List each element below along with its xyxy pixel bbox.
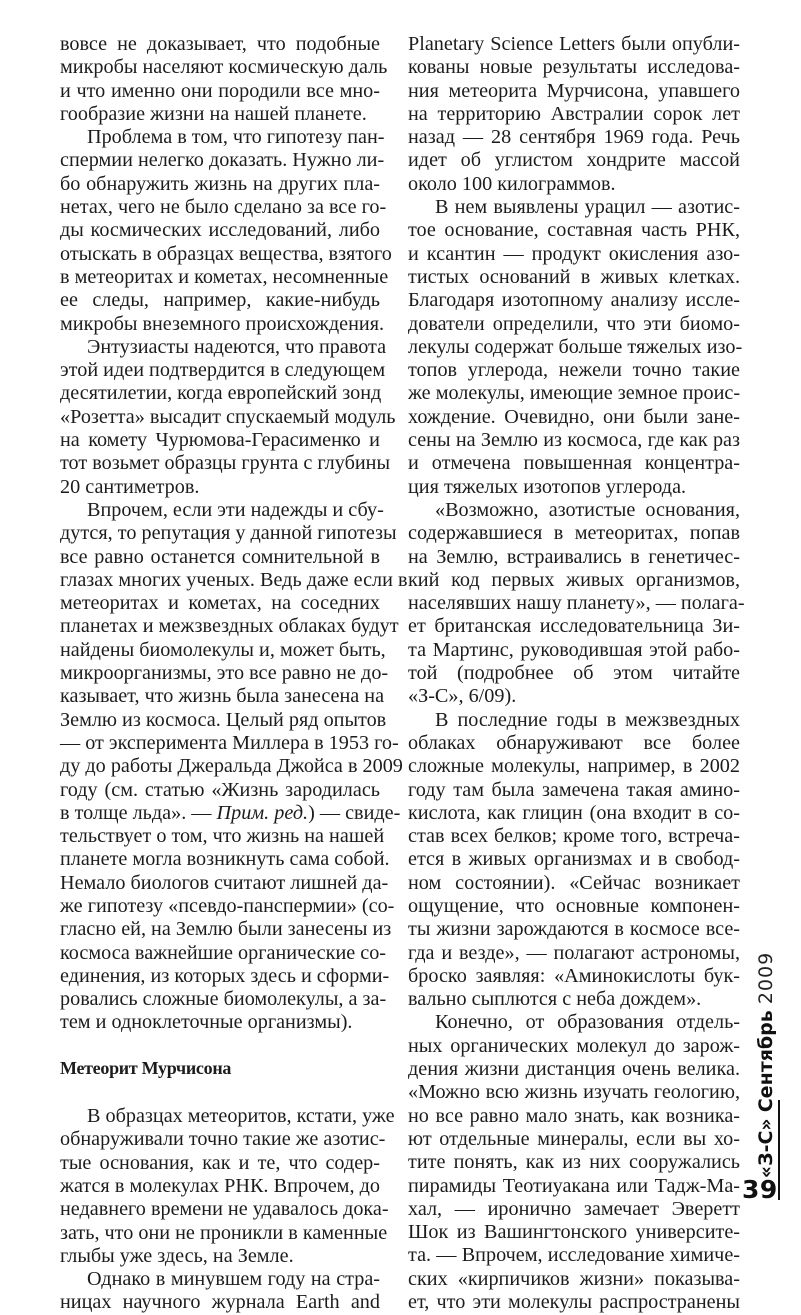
magazine-name: «З-С» <box>755 1118 777 1179</box>
text-line: единения, из которых здесь и сформи- <box>60 964 390 987</box>
text-line: хождение. Очевидно, они были зане- <box>408 405 740 428</box>
paragraph <box>60 498 408 802</box>
text-line: Planetary Science Letters были опубли- <box>408 33 740 55</box>
text-line: на Землю, встраивались в генетичес- <box>408 545 740 568</box>
text-line: В образцах метеоритов, кстати, уже <box>87 1105 395 1128</box>
text-line: микроорганизмы, это все равно не до- <box>60 662 389 685</box>
text-line: сены на Землю из космоса, где как раз <box>408 429 740 452</box>
text-line: метеоритах и кометах, на соседних <box>60 592 380 615</box>
paragraph <box>408 498 745 709</box>
text-line: и ксантин — продукт окисления азо- <box>408 242 740 265</box>
text-line: Однако в минувшем году на стра- <box>87 1268 380 1291</box>
text-line: гообразие жизни на нашей планете. <box>60 102 367 125</box>
text-line: ция тяжелых изотопов углерода. <box>408 475 687 498</box>
text-line: микробы внеземного происхождения. <box>60 312 385 335</box>
text-line: Конечно, от образования отдель- <box>435 1011 740 1034</box>
text-line: обнаруживали точно такие же азотис- <box>60 1128 386 1151</box>
text-line: идет об углистом хондрите массой <box>408 149 740 172</box>
text-line: кий код первых живых организмов, <box>408 568 740 591</box>
issue-month: Сентябрь <box>755 1010 777 1113</box>
text-line: и что именно они породили все мно- <box>60 79 380 102</box>
text-line: в толще льда». — Прим. ред.) — свиде- <box>60 801 401 824</box>
paragraph <box>60 126 392 336</box>
text-line: дутся, то репутация у данной гипотезы <box>60 522 397 545</box>
vertical-rule <box>778 1100 780 1200</box>
text-line: тельствует о том, что жизнь на нашей <box>60 825 385 848</box>
paragraph <box>60 1268 380 1315</box>
text-line: вально сыплются с неба дождем». <box>408 988 702 1011</box>
text-line: планетах и межзвездных облаках будут <box>60 615 399 638</box>
text-line: ровались сложные биомолекулы, а за- <box>60 988 387 1011</box>
paragraph <box>408 33 740 196</box>
text-line: «Возможно, азотистые основания, <box>435 498 740 521</box>
text-line: десятилетии, когда европейский зонд <box>60 382 382 405</box>
text-line: «Можно всю жизнь изучать геологию, <box>408 1081 740 1104</box>
text-line: году там была замечена такая амино- <box>408 778 740 801</box>
text-line: недавнего времени не удавалось дока- <box>60 1198 389 1221</box>
text-line: — от эксперимента Миллера в 1953 го- <box>60 731 399 754</box>
text-line: назад — 28 сентября 1969 года. Речь <box>408 126 740 149</box>
text-line: на комету Чурюмова-Герасименко и <box>60 429 380 452</box>
text-line: «Розетта» высадит спускаемый модуль <box>60 405 396 428</box>
text-line: Впрочем, если эти надежды и сбу- <box>87 498 384 521</box>
text-line: ет британская исследовательница Зи- <box>408 615 740 638</box>
text-line: топов углерода, нежели точно такие <box>408 359 740 382</box>
text-line: Благодаря изотопному анализу иссле- <box>408 289 740 312</box>
section-heading: Метеорит Мурчисона <box>60 1057 232 1078</box>
text-line: ских «кирпичиков жизни» показыва- <box>408 1267 740 1290</box>
text-line: ется в живых организмах и в свобод- <box>408 848 740 871</box>
text-line: ния метеорита Мурчисона, упавшего <box>408 79 740 102</box>
text-line: глыбы уже здесь, на Земле. <box>60 1244 294 1267</box>
text-line: ее следы, например, какие-нибудь <box>60 289 380 312</box>
text-line: тите понять, как из них сооружались <box>408 1151 740 1174</box>
paragraph <box>408 1011 740 1314</box>
text-line: тем и одноклеточные организмы). <box>60 1011 353 1034</box>
text-line: около 100 килограммов. <box>408 172 616 195</box>
right-column <box>408 33 745 1314</box>
text-line: хал, — иронично замечает Эверетт <box>408 1197 740 1220</box>
text-line: но все равно мало знать, как возника- <box>408 1104 740 1127</box>
text-line: все равно останется сомнительной в <box>60 545 380 568</box>
text-line: и отмечена повышенная концентра- <box>408 452 740 475</box>
text-line: ном состоянии). «Сейчас возникает <box>408 871 740 894</box>
text-line: броско заявляя: «Аминокислоты бук- <box>408 964 740 987</box>
text-line: став всех белков; кроме того, встреча- <box>408 825 740 848</box>
text-line: планете могла возникнуть сама собой. <box>60 848 390 871</box>
text-line: бо обнаружить жизнь на других пла- <box>60 172 380 195</box>
issue-year: 2009 <box>755 951 777 1005</box>
text-line: ет, что эти молекулы распространены <box>408 1291 740 1314</box>
text-line: микробы населяют космическую даль <box>60 56 388 79</box>
text-line: ощущение, что основные компонен- <box>408 894 740 917</box>
text-line: тистых оснований в живых клетках. <box>408 265 740 288</box>
text-line: ты жизни зарождаются в космосе все- <box>408 918 740 941</box>
text-line: пирамиды Теотиуакана или Тадж-Ма- <box>408 1174 740 1197</box>
text-line: содержавшиеся в метеоритах, попав <box>408 522 740 545</box>
paragraph <box>60 1105 395 1268</box>
text-line: году (см. статью «Жизнь зародилась <box>60 778 380 801</box>
left-column <box>60 33 408 1315</box>
page-number: 39 <box>742 1175 778 1204</box>
text-line: вовсе не доказывает, что подобные <box>60 33 380 55</box>
text-line: ды космических исследований, либо <box>60 219 380 242</box>
text-line: найдены биомолекулы и, может быть, <box>60 638 386 661</box>
text-line: глазах многих ученых. Ведь даже если в <box>60 568 408 591</box>
text-line: 20 сантиметров. <box>60 475 200 498</box>
text-line: сложные молекулы, например, в 2002 <box>408 755 740 778</box>
text-line: же молекулы, имеющие земное проис- <box>408 382 741 405</box>
text-line: та Мартинс, руководившая этой рабо- <box>408 638 740 661</box>
text-line: Немало биологов считают лишней да- <box>60 871 389 894</box>
text-line: В последние годы в межзвездных <box>435 708 740 731</box>
text-line: ду до работы Джеральда Джойса в 2009 <box>60 755 403 778</box>
issue-label <box>755 952 777 1178</box>
text-line: Проблема в том, что гипотезу пан- <box>87 126 385 149</box>
text-line: В нем выявлены урацил — азотис- <box>435 196 740 219</box>
text-line: гласно ей, на Землю были занесены из <box>60 918 392 941</box>
text-line: гда и везде», — полагают астрономы, <box>408 941 740 964</box>
text-line: населявших нашу планету», — полага- <box>408 592 745 615</box>
text-line: ют отдельные минералы, если вы хо- <box>408 1127 740 1150</box>
paragraph <box>60 825 395 1035</box>
text-line: ницах научного журнала Earth and <box>60 1291 380 1314</box>
text-line: дователи определили, что эти биомо- <box>408 312 740 335</box>
text-line: кованы новые результаты исследова- <box>408 56 740 79</box>
text-line: тот возьмет образцы грунта с глубины <box>60 452 391 475</box>
text-line: тые основания, как и те, что содер- <box>60 1151 380 1174</box>
editor-note: Прим. ред. <box>216 801 309 824</box>
text-line: отыскать в образцах вещества, взятого <box>60 242 392 265</box>
text-line: на территорию Австралии сорок лет <box>408 102 740 125</box>
text-line: «З-С», 6/09). <box>408 685 517 708</box>
text-line: тое основание, составная часть РНК, <box>408 219 740 242</box>
text-line: этой идеи подтвердится в следующем <box>60 359 386 382</box>
text-line: ных органических молекул до зарож- <box>408 1034 740 1057</box>
text-line: нетах, чего не было сделано за все го- <box>60 196 387 219</box>
text-line: зать, что они не проникли в каменные <box>60 1221 388 1244</box>
text-line: та. — Впрочем, исследование химиче- <box>408 1244 740 1267</box>
text-line: спермии нелегко доказать. Нужно ли- <box>60 149 385 172</box>
text-line: дения жизни дистанция очень велика. <box>408 1058 740 1081</box>
text-line: облаках обнаруживают все более <box>408 731 740 754</box>
paragraph <box>408 709 740 1012</box>
text-line: космоса важнейшие органические со- <box>60 941 387 964</box>
text-line: Энтузиасты надеются, что правота <box>87 335 387 358</box>
text-line: Землю из космоса. Целый ряд опытов <box>60 708 387 731</box>
text-line: казывает, что жизнь была занесена на <box>60 685 385 708</box>
paragraph <box>408 196 743 499</box>
text-line: Шок из Вашингтонского университе- <box>408 1221 740 1244</box>
text-line: же гипотезу «псевдо-панспермии» (со- <box>60 894 395 917</box>
text-line: кислота, как глицин (она входит в со- <box>408 801 740 824</box>
paragraph <box>60 33 388 126</box>
text-line: той (подробнее об этом читайте <box>408 662 740 685</box>
paragraph <box>60 335 396 499</box>
text-line: жатся в молекулах РНК. Впрочем, до <box>60 1174 380 1197</box>
text-line: лекулы содержат больше тяжелых изо- <box>408 335 743 358</box>
text-line: в метеоритах и кометах, несомненные <box>60 265 389 288</box>
